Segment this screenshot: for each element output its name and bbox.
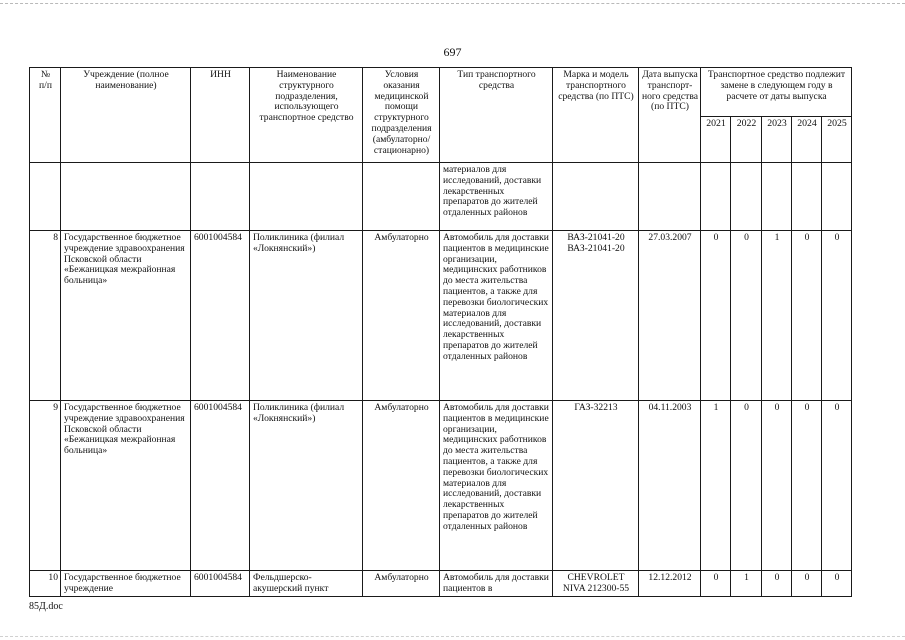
- cell-year-2023: 1: [762, 231, 792, 401]
- cell-inn: 6001004584: [191, 231, 250, 401]
- cell-vehicle-type: материалов для исследований, доставки лекарственных препаратов до жителей отдаленных районов: [440, 163, 553, 231]
- header-year: 2023: [762, 117, 792, 163]
- cell-num: 8: [30, 231, 61, 401]
- cell-conditions: Амбулаторно: [363, 401, 440, 571]
- cell-institution: Государственное бюджетное учреждение здравоохранения Псковской области «Бежаницкая межрайонная больница»: [61, 231, 191, 401]
- header-replacement: Транспортное средство подлежит замене в следующем году в расчете от даты выпуска: [701, 68, 852, 117]
- header-brand: Марка и модель транспортного средства (по ПТС): [553, 68, 639, 163]
- cell-conditions: Амбулаторно: [363, 231, 440, 401]
- cell-release-date: 27.03.2007: [639, 231, 701, 401]
- cell-brand: CHEVROLET NIVA 212300-55: [553, 571, 639, 597]
- cell-subdivision: Фельдшерско-акушерский пункт: [250, 571, 363, 597]
- cell-year-2021: 0: [701, 571, 731, 597]
- cell-year-2025: 0: [822, 401, 852, 571]
- cell-release-date: 12.12.2012: [639, 571, 701, 597]
- cell-subdivision: Поликлиника (филиал «Локнянский»): [250, 401, 363, 571]
- cell-year-2021: 0: [701, 231, 731, 401]
- table-row: [30, 401, 852, 571]
- cell-num: 9: [30, 401, 61, 571]
- cell-year-2025: 0: [822, 231, 852, 401]
- header-year: 2025: [822, 117, 852, 163]
- header-year: 2022: [731, 117, 762, 163]
- cell-inn: 6001004584: [191, 571, 250, 597]
- cell-inn: 6001004584: [191, 401, 250, 571]
- header-inn: ИНН: [191, 68, 250, 163]
- cell-release-date: 04.11.2003: [639, 401, 701, 571]
- cell-conditions: Амбулаторно: [363, 571, 440, 597]
- scan-edge-bottom: [0, 636, 905, 637]
- cell-vehicle-type: Автомобиль для доставки пациентов в: [440, 571, 553, 597]
- vehicle-table: [29, 67, 852, 597]
- header-num: № п/п: [30, 68, 61, 163]
- header-subdivision: Наименование структурного подразделения, использующего транспортное средство: [250, 68, 363, 163]
- cell-brand: ВАЗ-21041-20 ВАЗ-21041-20: [553, 231, 639, 401]
- cell-year-2022: 0: [731, 401, 762, 571]
- cell-institution: Государственное бюджетное учреждение: [61, 571, 191, 597]
- scan-edge-top: [0, 3, 905, 4]
- cell-vehicle-type: Автомобиль для доставки пациентов в медицинские организации, медицинских работников до места жительства пациентов, а также для перевозки биологических материалов для исследований, доставки лекарственных препаратов до жителей отдаленных районов: [440, 231, 553, 401]
- header-vehicle-type: Тип транспортного средства: [440, 68, 553, 163]
- cell-year-2024: 0: [792, 401, 822, 571]
- table-row-continuation: [30, 163, 852, 231]
- cell-year-2022: 0: [731, 231, 762, 401]
- table-row: [30, 231, 852, 401]
- cell-year-2023: 0: [762, 571, 792, 597]
- header-release-date: Дата выпуска транспорт-ного средства (по ПТС): [639, 68, 701, 163]
- header-year: 2021: [701, 117, 731, 163]
- header-institution: Учреждение (полное наименование): [61, 68, 191, 163]
- cell-subdivision: Поликлиника (филиал «Локнянский»): [250, 231, 363, 401]
- cell-year-2025: 0: [822, 571, 852, 597]
- cell-institution: Государственное бюджетное учреждение здравоохранения Псковской области «Бежаницкая межрайонная больница»: [61, 401, 191, 571]
- cell-brand: ГАЗ-32213: [553, 401, 639, 571]
- header-year: 2024: [792, 117, 822, 163]
- cell-year-2023: 0: [762, 401, 792, 571]
- table-row: [30, 571, 852, 597]
- header-conditions: Условия оказания медицинской помощи структурного подразделения (амбулаторно/ стационарно): [363, 68, 440, 163]
- cell-year-2024: 0: [792, 231, 822, 401]
- cell-year-2021: 1: [701, 401, 731, 571]
- cell-year-2024: 0: [792, 571, 822, 597]
- page-number: 697: [443, 45, 462, 59]
- footer-filename: 85Д.doc: [29, 601, 63, 612]
- cell-vehicle-type: Автомобиль для доставки пациентов в медицинские организации, медицинских работников до места жительства пациентов, а также для перевозки биологических материалов для исследований, доставки лекарственных препаратов до жителей отдаленных районов: [440, 401, 553, 571]
- cell-year-2022: 1: [731, 571, 762, 597]
- cell-num: 10: [30, 571, 61, 597]
